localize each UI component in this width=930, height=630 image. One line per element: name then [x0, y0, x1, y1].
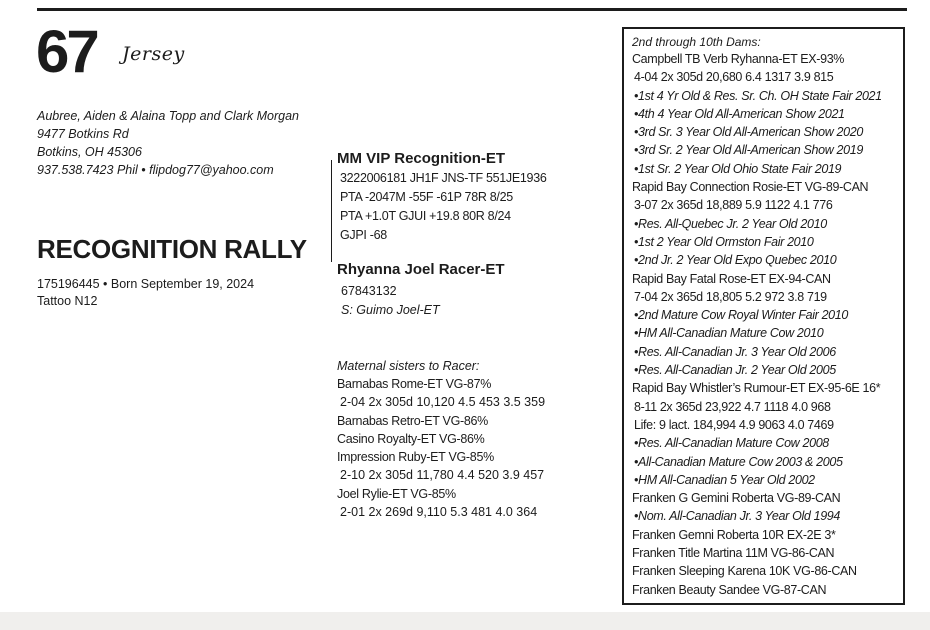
owner-city-state-zip: Botkins, OH 45306 [37, 145, 142, 159]
sister-name: Impression Ruby-ET VG-85% [337, 450, 494, 465]
sister-record: 2-01 2x 269d 9,110 5.3 481 4.0 364 [340, 505, 538, 520]
owner-info [37, 107, 299, 179]
dam-ancestor-name: Franken Sleeping Karena 10K VG-86-CAN [632, 564, 857, 579]
maternal-sisters [337, 357, 545, 521]
dam-ancestor-name: Rapid Bay Fatal Rose-ET EX-94-CAN [632, 271, 831, 286]
dam-ancestor-honor: •Res. All-Canadian Jr. 3 Year Old 2006 [634, 344, 836, 359]
dam-ancestor-name: Rapid Bay Connection Rosie-ET VG-89-CAN [632, 180, 869, 195]
dam-ancestor-honor: •Res. All-Quebec Jr. 2 Year Old 2010 [634, 216, 827, 231]
dam-ancestor-name: Franken Beauty Sandee VG-87-CAN [632, 582, 827, 597]
sister-name: Joel Rylie-ET VG-85% [337, 486, 456, 501]
maternal-sisters-heading: Maternal sisters to Racer: [337, 359, 480, 373]
dam-ancestor-honor: •1st Sr. 2 Year Old Ohio State Fair 2019 [634, 161, 842, 176]
dam-ancestor-honor: •HM All-Canadian Mature Cow 2010 [634, 326, 824, 341]
sister-name: Casino Royalty-ET VG-86% [337, 431, 485, 446]
sire-detail-line: GJPI -68 [340, 228, 387, 242]
dam-ancestor-honor: •1st 4 Yr Old & Res. Sr. Ch. OH State Fair 2021 [634, 88, 882, 103]
owner-names: Aubree, Aiden & Alaina Topp and Clark Morgan [37, 109, 299, 123]
dam-ancestor-honor: •HM All-Canadian 5 Year Old 2002 [634, 472, 815, 487]
owner-contact: 937.538.7423 Phil • flipdog77@yahoo.com [37, 163, 274, 177]
sire-detail-line: 3222006181 JH1F JNS-TF 551JE1936 [340, 171, 547, 185]
dam-sire: S: Guimo Joel-ET [341, 303, 440, 317]
sire-name: MM VIP Recognition-ET [337, 150, 506, 167]
dam-ancestor-honor: •2nd Jr. 2 Year Old Expo Quebec 2010 [634, 253, 837, 268]
dam-ancestor-honor: •2nd Mature Cow Royal Winter Fair 2010 [634, 308, 848, 323]
dam-ancestor-name: Campbell TB Verb Ryhanna-ET EX-93% [632, 52, 845, 66]
dam-ancestor-honor: •Res. All-Canadian Jr. 2 Year Old 2005 [634, 363, 836, 378]
dams-heading: 2nd through 10th Dams: [632, 35, 761, 49]
dam-ancestor-name: Rapid Bay Whistler’s Rumour-ET EX-95-6E 16* [632, 381, 881, 396]
dam-name: Rhyanna Joel Racer-ET [337, 261, 505, 278]
dam-ancestor-record: 3-07 2x 365d 18,889 5.9 1122 4.1 776 [634, 198, 833, 213]
dam-ancestor-honor: •1st 2 Year Old Ormston Fair 2010 [634, 234, 814, 249]
dam-ancestor-record: 7-04 2x 365d 18,805 5.2 972 3.8 719 [634, 289, 827, 304]
owner-address: 9477 Botkins Rd [37, 127, 129, 141]
dam-ancestor-record: 4-04 2x 305d 20,680 6.4 1317 3.9 815 [634, 70, 834, 85]
dam-ancestor-honor: •All-Canadian Mature Cow 2003 & 2005 [634, 454, 843, 469]
dam-ancestor-honor: •4th 4 Year Old All-American Show 2021 [634, 106, 845, 121]
pedigree-bracket [331, 160, 332, 262]
dam-ancestor-honor: •3rd Sr. 2 Year Old All-American Show 2019 [634, 143, 863, 158]
sire-detail-line: PTA -2047M -55F -61P 78R 8/25 [340, 190, 513, 204]
lot-number: 67 [36, 18, 97, 85]
dam-ancestor-name: Franken Title Martina 11M VG-86-CAN [632, 546, 835, 561]
dam-ancestor-honor: •Res. All-Canadian Mature Cow 2008 [634, 436, 829, 451]
animal-identification [37, 276, 254, 310]
dam-ancestor-name: Franken Gemni Roberta 10R EX-2E 3* [632, 527, 836, 542]
breed-label: Jersey [122, 43, 185, 65]
top-rule [37, 8, 907, 11]
dam-details [341, 282, 440, 320]
dams-content [632, 34, 882, 599]
sister-name: Barnabas Retro-ET VG-86% [337, 413, 488, 428]
sire-detail-line: PTA +1.0T GJUI +19.8 80R 8/24 [340, 209, 511, 223]
sister-record: 2-04 2x 305d 10,120 4.5 453 3.5 359 [340, 395, 546, 410]
dam-registration: 67843132 [341, 284, 397, 298]
dam-ancestor-name: Franken G Gemini Roberta VG-89-CAN [632, 491, 841, 506]
dams-lines [632, 50, 882, 599]
dam-ancestor-honor: •Nom. All-Canadian Jr. 3 Year Old 1994 [634, 509, 841, 524]
dams-box [622, 27, 905, 605]
dam-ancestor-honor: •3rd Sr. 3 Year Old All-American Show 2020 [634, 125, 863, 140]
tattoo: Tattoo N12 [37, 294, 98, 308]
animal-name: RECOGNITION RALLY [37, 234, 307, 264]
dam-ancestor-record: Life: 9 lact. 184,994 4.9 9063 4.0 7469 [634, 417, 834, 432]
sister-name: Barnabas Rome-ET VG-87% [337, 377, 492, 391]
sire-details [340, 169, 547, 245]
bottom-shade [0, 612, 930, 630]
sister-record: 2-10 2x 305d 11,780 4.4 520 3.9 457 [340, 468, 545, 483]
registration-birth: 175196445 • Born September 19, 2024 [37, 277, 255, 291]
dam-ancestor-record: 8-11 2x 365d 23,922 4.7 1118 4.0 968 [634, 399, 831, 414]
